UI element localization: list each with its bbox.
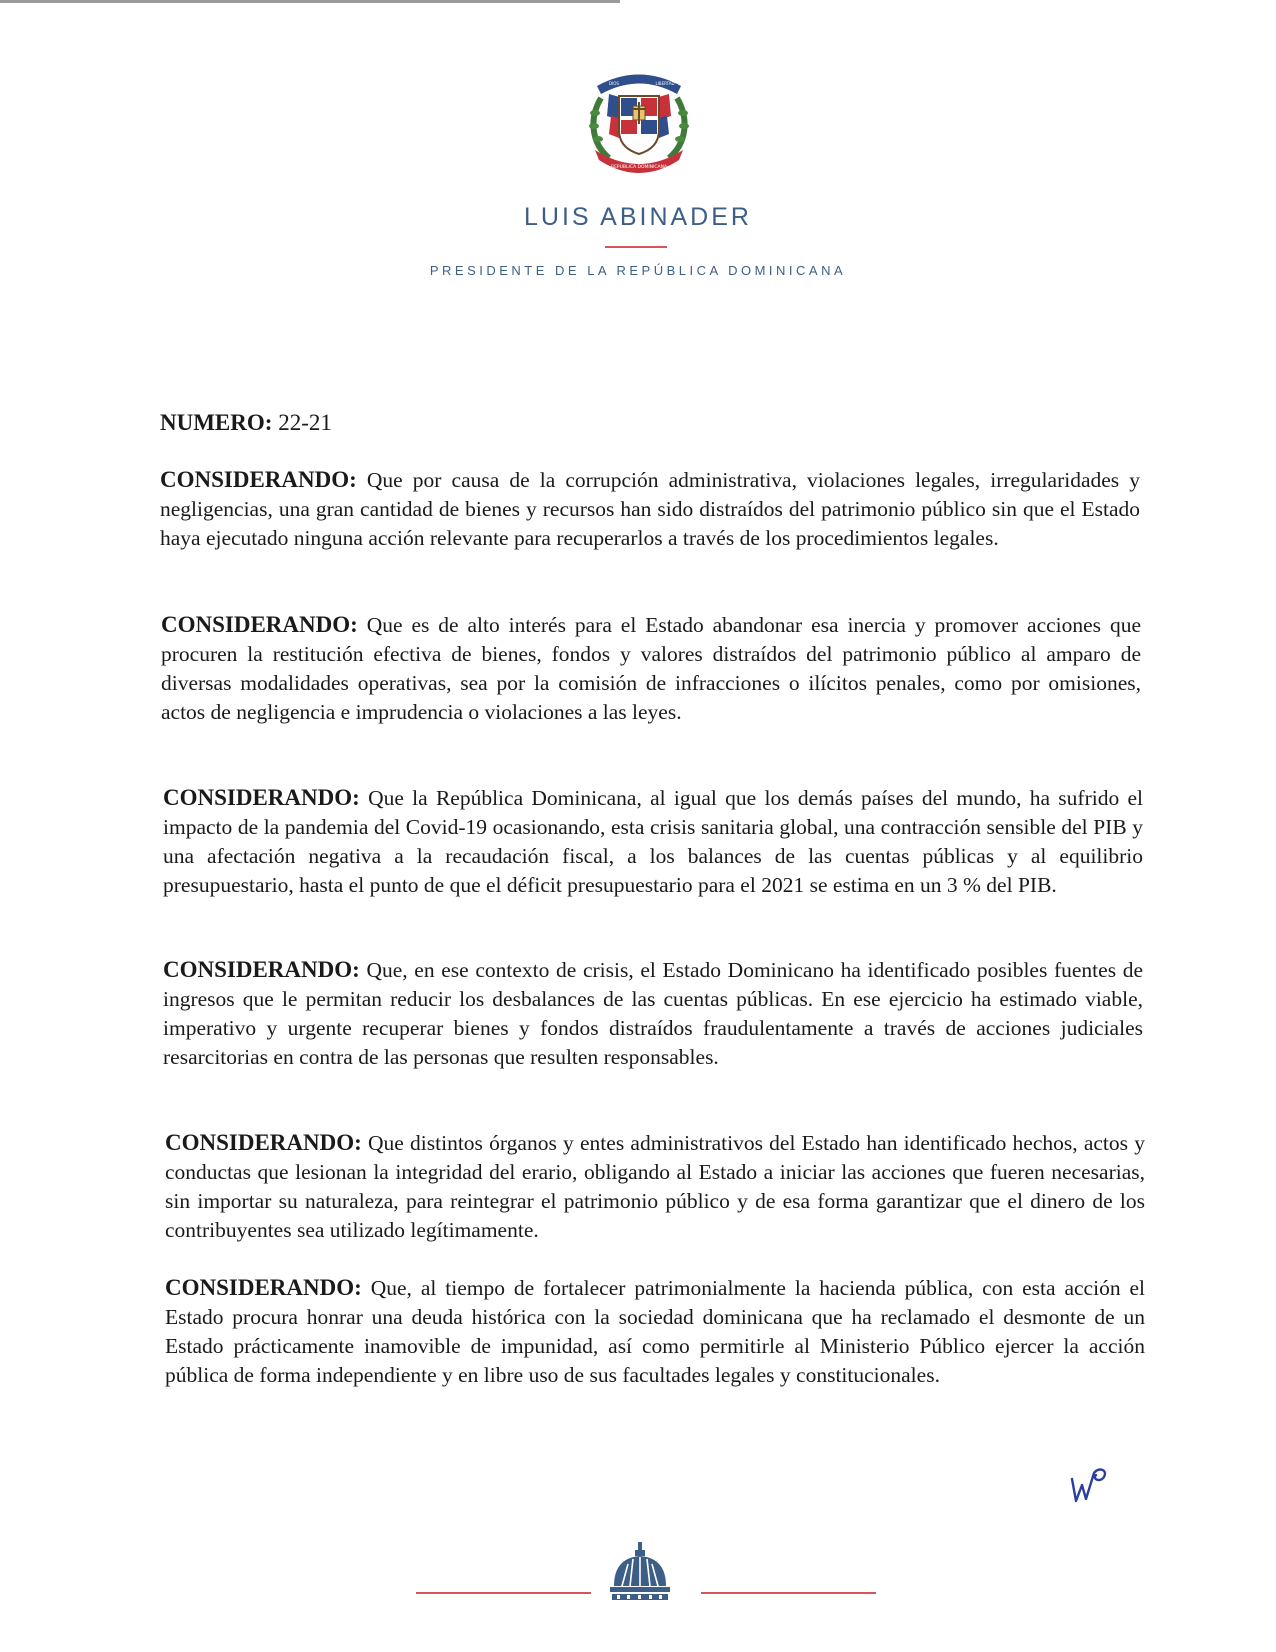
numero-value: 22-21 xyxy=(278,410,332,435)
considerando-keyword: CONSIDERANDO: xyxy=(165,1130,362,1155)
coat-of-arms-icon xyxy=(579,58,699,178)
footer-line-left xyxy=(416,1592,591,1594)
considerando-paragraph xyxy=(160,465,1140,553)
considerando-paragraph xyxy=(163,955,1143,1072)
document-number xyxy=(160,410,332,436)
seal-text-libertad: LIBERTAD xyxy=(655,81,675,86)
numero-label: NUMERO: xyxy=(160,410,273,435)
considerando-text: Que la República Dominicana, al igual que los demás países del mundo, ha sufrido el impacto de la pandemia del Covid-19 ocasionando, esta crisis sanitaria global, una contracción sensible del PIB y una afectación negativa a la recaudación fiscal, a los balances de las cuentas públicas y al equilibrio presupuestario, hasta el punto de que el déficit presupuestario para el 2021 se estima en un 3 % del PIB. xyxy=(163,786,1143,897)
considerando-paragraph xyxy=(165,1128,1145,1245)
name-underline xyxy=(605,246,667,248)
considerando-keyword: CONSIDERANDO: xyxy=(163,785,360,810)
considerando-keyword: CONSIDERANDO: xyxy=(165,1275,362,1300)
considerando-text: Que distintos órganos y entes administrativos del Estado han identificado hechos, actos y conductas que lesionan la integridad del erario, obligando al Estado a iniciar las acciones que fueren necesarias, sin importar su naturaleza, para reintegrar el patrimonio público y de esa forma garantizar que el dinero de los contribuyentes sea utilizado legítimamente. xyxy=(165,1131,1145,1242)
handwritten-initials xyxy=(1068,1465,1118,1505)
considerando-text: Que es de alto interés para el Estado abandonar esa inercia y promover acciones que procuren la restitución efectiva de bienes, fondos y valores distraídos del patrimonio público al amparo de diversas modalidades operativas, sea por la comisión de infracciones o ilícitos penales, como por omisiones, actos de negligencia e imprudencia o violaciones a las leyes. xyxy=(161,613,1141,724)
seal-text-republica: REPÚBLICA DOMINICANA xyxy=(610,165,668,170)
dome-icon xyxy=(608,1540,672,1606)
considerando-keyword: CONSIDERANDO: xyxy=(163,957,360,982)
president-name: LUIS ABINADER xyxy=(524,203,752,231)
considerando-paragraph xyxy=(161,610,1141,727)
considerando-keyword: CONSIDERANDO: xyxy=(160,467,357,492)
considerando-text: Que, en ese contexto de crisis, el Estado Dominicano ha identificado posibles fuentes de ingresos que le permitan reducir los desbalances de las cuentas públicas. En ese ejercicio ha estimado viable, imperativo y urgente recuperar bienes y fondos distraídos fraudulentamente a través de acciones judiciales resarcitorias en contra de las personas que resulten responsables. xyxy=(163,958,1144,1069)
considerando-text: Que, al tiempo de fortalecer patrimonialmente la hacienda pública, con esta acción el Estado procura honrar una deuda histórica con la sociedad dominicana que ha reclamado el desmonte de un Estado prácticamente inamovible de impunidad, así como permitirle al Ministerio Público ejercer la acción pública de forma independiente y en libre uso de sus facultades legales y constitucionales. xyxy=(165,1276,1145,1387)
scan-edge xyxy=(0,0,620,3)
considerando-paragraph xyxy=(165,1273,1145,1390)
seal-text-dios: DIOS xyxy=(609,81,619,86)
considerando-text: Que por causa de la corrupción administrativa, violaciones legales, irregularidades y negligencias, una gran cantidad de bienes y recursos han sido distraídos del patrimonio público sin que el Estado haya ejecutado ninguna acción relevante para recuperarlos a través de los procedimientos legales. xyxy=(160,468,1141,550)
considerando-paragraph xyxy=(163,783,1143,900)
considerando-keyword: CONSIDERANDO: xyxy=(161,612,358,637)
footer-line-right xyxy=(701,1592,876,1594)
president-title: PRESIDENTE DE LA REPÚBLICA DOMINICANA xyxy=(429,263,847,278)
seal-text-patria: PATRIA xyxy=(630,69,648,75)
